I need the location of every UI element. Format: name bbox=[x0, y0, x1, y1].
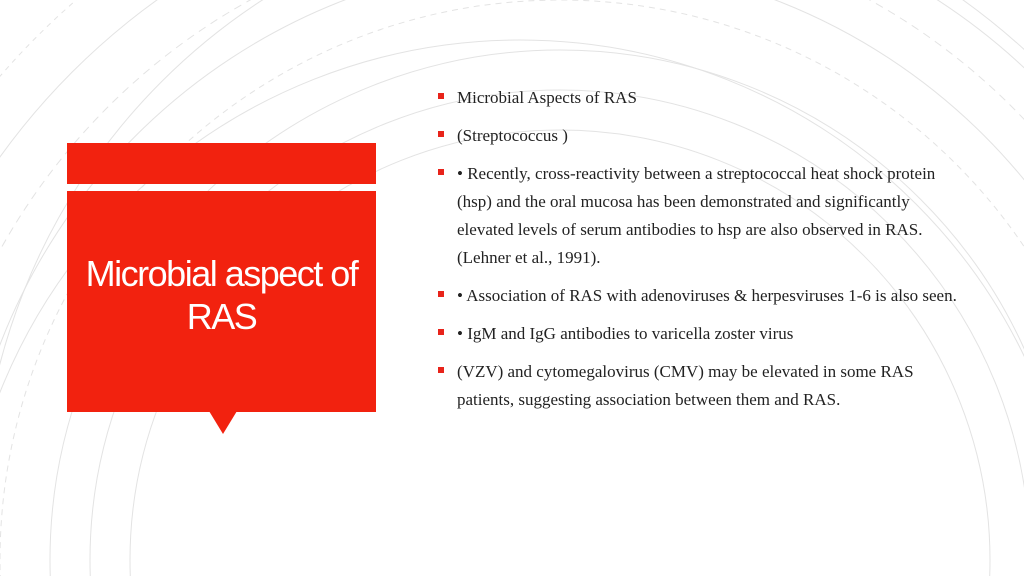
bullet-item bbox=[437, 122, 957, 150]
bullet-text: • Association of RAS with adenoviruses & herpesviruses 1-6 is also seen. bbox=[457, 286, 957, 305]
bullet-text: Microbial Aspects of RAS bbox=[457, 88, 637, 107]
slide-title: Microbial aspect of RAS bbox=[85, 253, 358, 337]
bullet-text: (VZV) and cytomegalovirus (CMV) may be elevated in some RAS patients, suggesting association between them and RAS. bbox=[457, 362, 914, 409]
square-bullet-icon bbox=[438, 291, 444, 297]
bullet-item bbox=[437, 358, 957, 414]
square-bullet-icon bbox=[438, 131, 444, 137]
bullet-item bbox=[437, 282, 957, 310]
bullet-item bbox=[437, 320, 957, 348]
bullet-text: (Streptococcus ) bbox=[457, 126, 568, 145]
square-bullet-icon bbox=[438, 367, 444, 373]
bullet-item bbox=[437, 160, 957, 272]
bullet-text: • IgM and IgG antibodies to varicella zoster virus bbox=[457, 324, 794, 343]
square-bullet-icon bbox=[438, 329, 444, 335]
title-panel-pointer bbox=[209, 411, 237, 434]
bullet-item bbox=[437, 84, 957, 112]
square-bullet-icon bbox=[438, 169, 444, 175]
bullet-list bbox=[437, 84, 957, 424]
bullet-text: • Recently, cross-reactivity between a streptococcal heat shock protein (hsp) and the oral mucosa has been demonstrated and significantly elevated levels of serum antibodies to hsp are also observed in RAS. (Lehner et al., 1991). bbox=[457, 164, 936, 267]
square-bullet-icon bbox=[438, 93, 444, 99]
accent-strip bbox=[67, 143, 376, 184]
